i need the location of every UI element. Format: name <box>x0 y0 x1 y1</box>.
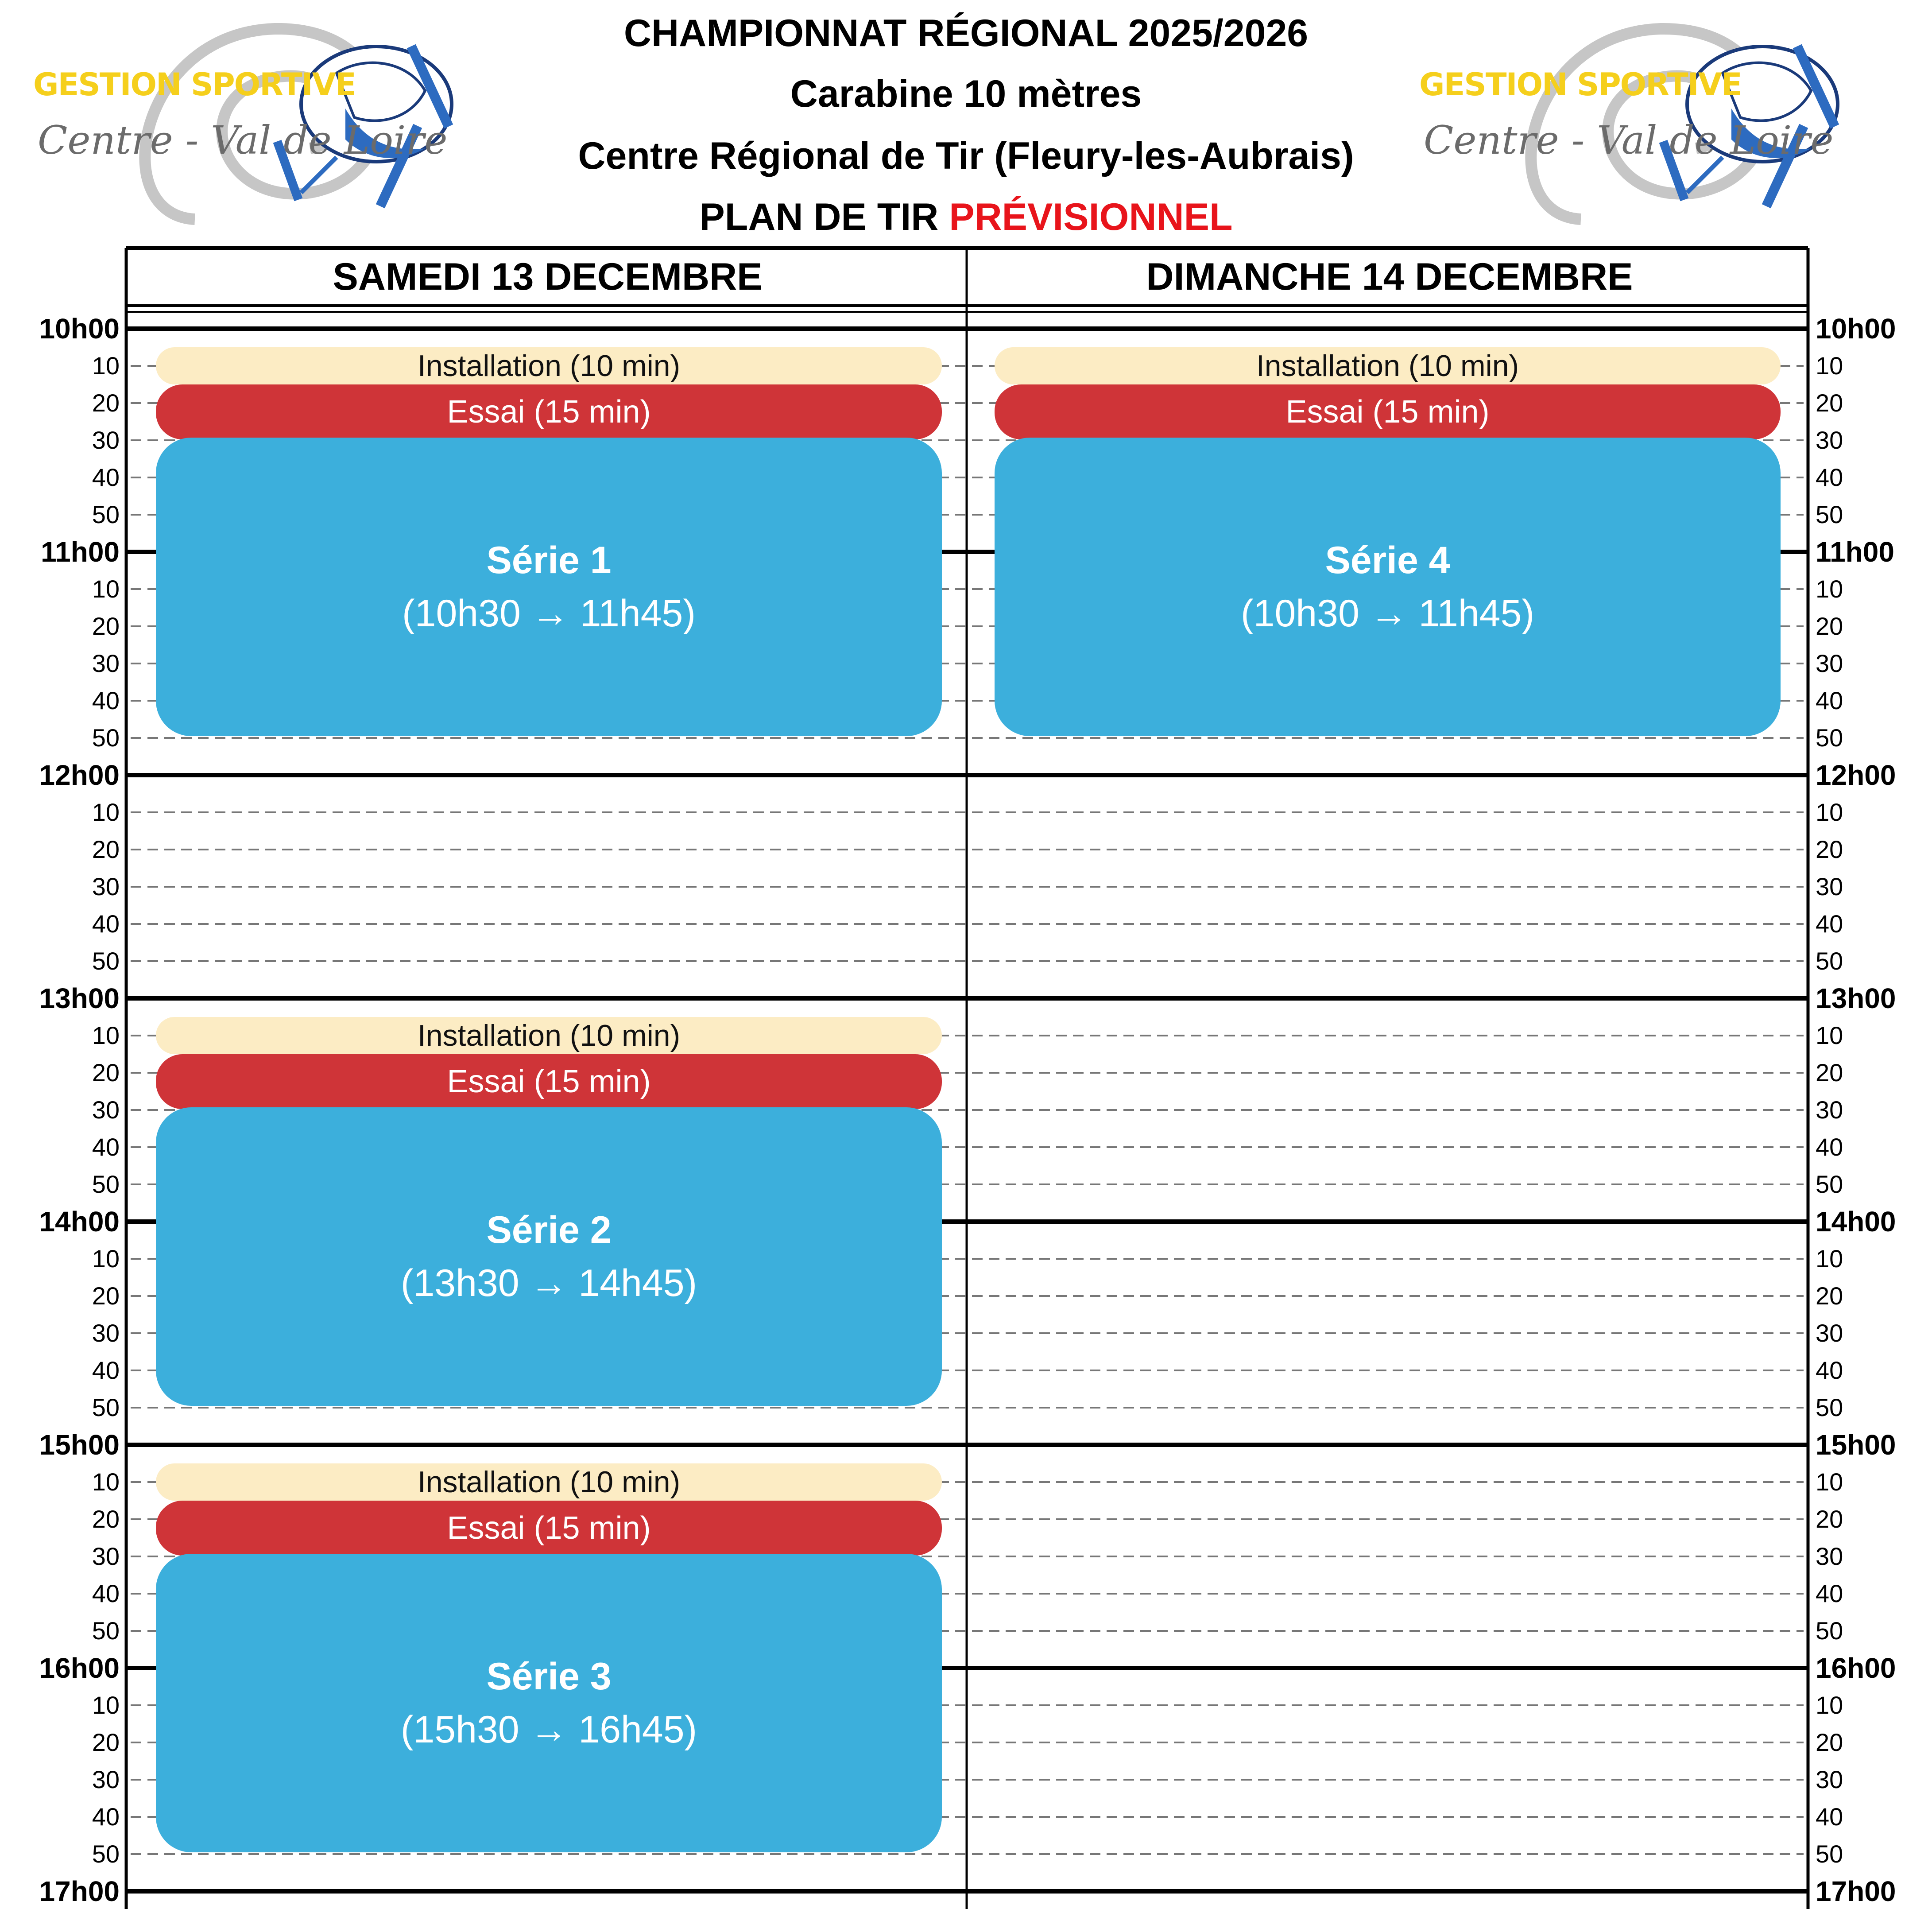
minute-label: 50 <box>1816 1393 1843 1421</box>
minute-label: 20 <box>1816 389 1843 417</box>
minute-label: 30 <box>1816 649 1843 677</box>
sat-serie-block-3 <box>156 1554 942 1852</box>
minute-label: 30 <box>92 649 120 677</box>
minute-label: 20 <box>1816 1059 1843 1086</box>
minute-label: 20 <box>92 1059 120 1086</box>
minute-label: 40 <box>1816 1356 1843 1384</box>
hour-label: 16h00 <box>39 1652 120 1684</box>
minute-label: 40 <box>1816 1579 1843 1607</box>
logo-left-text-2: Centre - Val de Loire <box>38 117 448 163</box>
minute-label: 10 <box>1816 1468 1843 1496</box>
sun-installation-block-1 <box>995 347 1781 384</box>
minute-label: 20 <box>92 389 120 417</box>
minute-label: 30 <box>92 426 120 454</box>
sat-installation-block-3 <box>156 1463 942 1501</box>
hour-label: 13h00 <box>39 982 120 1014</box>
minute-label: 50 <box>1816 501 1843 528</box>
minute-label: 20 <box>92 835 120 863</box>
minute-label: 10 <box>92 798 120 826</box>
hour-label: 15h00 <box>39 1429 120 1461</box>
minute-label: 50 <box>92 724 120 752</box>
minute-label: 30 <box>1816 1319 1843 1347</box>
minute-label: 50 <box>92 501 120 528</box>
minute-label: 30 <box>1816 1096 1843 1124</box>
hour-label: 13h00 <box>1816 982 1896 1014</box>
hour-label: 12h00 <box>39 759 120 791</box>
title-plan-prefix: PLAN DE TIR <box>699 196 949 238</box>
minute-label: 40 <box>1816 1133 1843 1161</box>
logo-right-text-2: Centre - Val de Loire <box>1424 117 1834 163</box>
minute-label: 30 <box>1816 873 1843 900</box>
day-header-saturday: SAMEDI 13 DECEMBRE <box>333 256 763 298</box>
serie-name: Série 4 <box>1325 539 1450 582</box>
hour-label: 10h00 <box>1816 313 1896 345</box>
minute-label: 10 <box>1816 1021 1843 1049</box>
installation-label: Installation (10 min) <box>417 1465 681 1499</box>
minute-label: 10 <box>92 1245 120 1273</box>
minute-label: 20 <box>92 1282 120 1310</box>
hour-label: 17h00 <box>1816 1875 1896 1907</box>
sat-essai-block-3 <box>156 1501 942 1556</box>
minute-label: 10 <box>1816 575 1843 603</box>
serie-name: Série 2 <box>486 1209 612 1251</box>
hour-label: 14h00 <box>39 1206 120 1238</box>
logo-right-text-1: GESTION SPORTIVE <box>1419 66 1742 103</box>
hour-label: 11h00 <box>41 536 120 568</box>
minute-label: 10 <box>1816 352 1843 380</box>
minute-label: 30 <box>92 1319 120 1347</box>
minute-label: 30 <box>1816 1766 1843 1793</box>
hour-label: 14h00 <box>1816 1206 1896 1238</box>
hour-label: 11h00 <box>1816 536 1894 568</box>
minute-label: 20 <box>92 612 120 640</box>
minute-label: 10 <box>92 352 120 380</box>
sat-installation-block-1 <box>156 347 942 384</box>
minute-label: 20 <box>1816 1282 1843 1310</box>
serie-name: Série 3 <box>486 1655 612 1698</box>
minute-label: 30 <box>92 1096 120 1124</box>
minute-label: 50 <box>1816 947 1843 975</box>
essai-label: Essai (15 min) <box>447 1064 651 1099</box>
minute-label: 50 <box>92 947 120 975</box>
minute-label: 30 <box>1816 426 1843 454</box>
minute-label: 20 <box>1816 1728 1843 1756</box>
sun-essai-block-1 <box>995 384 1781 439</box>
minute-label: 20 <box>1816 1505 1843 1533</box>
serie-time: (10h30 → 11h45) <box>402 592 696 635</box>
title-discipline: Carabine 10 mètres <box>790 73 1142 115</box>
minute-label: 40 <box>92 463 120 491</box>
minute-label: 10 <box>1816 1691 1843 1719</box>
minute-label: 30 <box>92 1766 120 1793</box>
essai-label: Essai (15 min) <box>447 1510 651 1546</box>
minute-label: 30 <box>92 873 120 900</box>
minute-label: 40 <box>92 687 120 714</box>
minute-label: 10 <box>92 1021 120 1049</box>
sat-installation-block-2 <box>156 1017 942 1054</box>
minute-label: 20 <box>92 1728 120 1756</box>
sat-essai-block-1 <box>156 384 942 439</box>
installation-label: Installation (10 min) <box>417 349 681 383</box>
minute-label: 10 <box>92 1691 120 1719</box>
minute-label: 50 <box>92 1393 120 1421</box>
installation-label: Installation (10 min) <box>417 1019 681 1052</box>
sat-essai-block-2 <box>156 1054 942 1109</box>
minute-label: 10 <box>1816 798 1843 826</box>
minute-label: 20 <box>1816 835 1843 863</box>
title-plan-highlight: PRÉVISIONNEL <box>949 196 1233 238</box>
minute-label: 40 <box>1816 910 1843 938</box>
essai-label: Essai (15 min) <box>1285 394 1490 430</box>
logo-left-text-1: GESTION SPORTIVE <box>33 66 356 103</box>
minute-label: 40 <box>92 1133 120 1161</box>
serie-time: (15h30 → 16h45) <box>400 1708 697 1751</box>
minute-label: 10 <box>92 575 120 603</box>
minute-label: 40 <box>92 910 120 938</box>
minute-label: 40 <box>92 1579 120 1607</box>
minute-label: 40 <box>1816 463 1843 491</box>
serie-time: (10h30 → 11h45) <box>1241 592 1534 635</box>
title-venue: Centre Régional de Tir (Fleury-les-Aubrais) <box>578 135 1354 177</box>
installation-label: Installation (10 min) <box>1256 349 1519 383</box>
sun-serie-block-1 <box>995 438 1781 736</box>
minute-label: 50 <box>1816 724 1843 752</box>
minute-label: 50 <box>1816 1840 1843 1868</box>
minute-label: 20 <box>92 1505 120 1533</box>
minute-label: 30 <box>1816 1542 1843 1570</box>
minute-label: 40 <box>1816 1803 1843 1831</box>
hour-label: 17h00 <box>39 1875 120 1907</box>
minute-label: 30 <box>92 1542 120 1570</box>
hour-label: 16h00 <box>1816 1652 1896 1684</box>
essai-label: Essai (15 min) <box>447 394 651 430</box>
minute-label: 20 <box>1816 612 1843 640</box>
minute-label: 40 <box>1816 687 1843 714</box>
minute-label: 50 <box>92 1617 120 1645</box>
serie-time: (13h30 → 14h45) <box>400 1262 697 1304</box>
hour-label: 15h00 <box>1816 1429 1896 1461</box>
minute-label: 40 <box>92 1803 120 1831</box>
minute-label: 50 <box>92 1170 120 1198</box>
hour-label: 10h00 <box>39 313 120 345</box>
hour-label: 12h00 <box>1816 759 1896 791</box>
minute-label: 50 <box>92 1840 120 1868</box>
sat-serie-block-1 <box>156 438 942 736</box>
serie-name: Série 1 <box>486 539 612 582</box>
minute-label: 50 <box>1816 1617 1843 1645</box>
sat-serie-block-2 <box>156 1107 942 1406</box>
minute-label: 40 <box>92 1356 120 1384</box>
minute-label: 10 <box>92 1468 120 1496</box>
day-header-sunday: DIMANCHE 14 DECEMBRE <box>1146 256 1633 298</box>
title-championship: CHAMPIONNAT RÉGIONAL 2025/2026 <box>623 12 1309 54</box>
minute-label: 10 <box>1816 1245 1843 1273</box>
minute-label: 50 <box>1816 1170 1843 1198</box>
